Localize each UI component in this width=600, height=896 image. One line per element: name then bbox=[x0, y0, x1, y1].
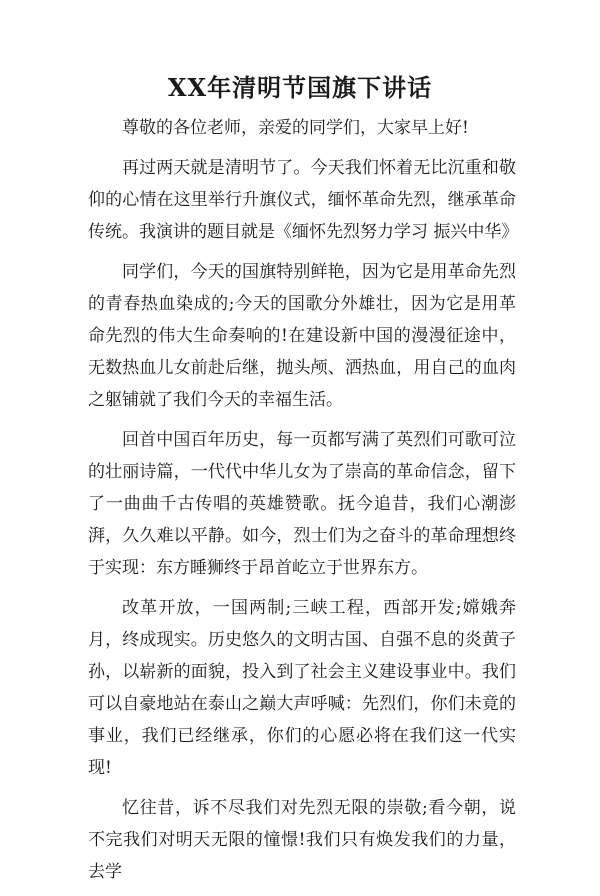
document-title: XX年清明节国旗下讲话 bbox=[167, 73, 433, 102]
paragraph-reform: 改革开放，一国两制;三峡工程，西部开发;嫦娥奔月，终成现实。历史悠久的文明古国、自强不息的炎黄子孙，以崭新的面貌，投入到了社会主义建设事业中。我们可以自豪地站在泰山之巅大声呼喊：先烈们，你们未竟的事业，我们已经继承，你们的心愿必将在我们这一代实现! bbox=[88, 598, 516, 778]
paragraph-flag: 同学们，今天的国旗特别鲜艳，因为它是用革命先烈的青春热血染成的;今天的国歌分外雄壮，因为它是用革命先烈的伟大生命奏响的!在建设新中国的漫漫征途中，无数热血儿女前赴后继，抛头颅、洒热血，用自己的血肉之躯铺就了我们今天的幸福生活。 bbox=[88, 262, 516, 410]
paragraph-greeting: 尊敬的各位老师，亲爱的同学们，大家早上好! bbox=[122, 118, 469, 138]
paragraph-intro: 再过两天就是清明节了。今天我们怀着无比沉重和敬仰的心情在这里举行升旗仪式，缅怀革命先烈，继承革命传统。我演讲的题目就是《缅怀先烈努力学习 振兴中华》 bbox=[88, 158, 519, 242]
paragraph-reflection: 忆往昔，诉不尽我们对先烈无限的崇敬;看今朝，说不完我们对明天无限的憧憬!我们只有焕发我们的力量，去学 bbox=[88, 798, 516, 882]
document-body bbox=[88, 112, 519, 896]
paragraph-history: 回首中国百年历史，每一页都写满了英烈们可歌可泣的壮丽诗篇，一代代中华儿女为了崇高的革命信念，留下了一曲曲千古传唱的英雄赞歌。抚今追昔，我们心潮澎湃，久久难以平静。如今，烈士们为之奋斗的革命理想终于实现：东方睡狮终于昂首屹立于世界东方。 bbox=[88, 430, 516, 578]
